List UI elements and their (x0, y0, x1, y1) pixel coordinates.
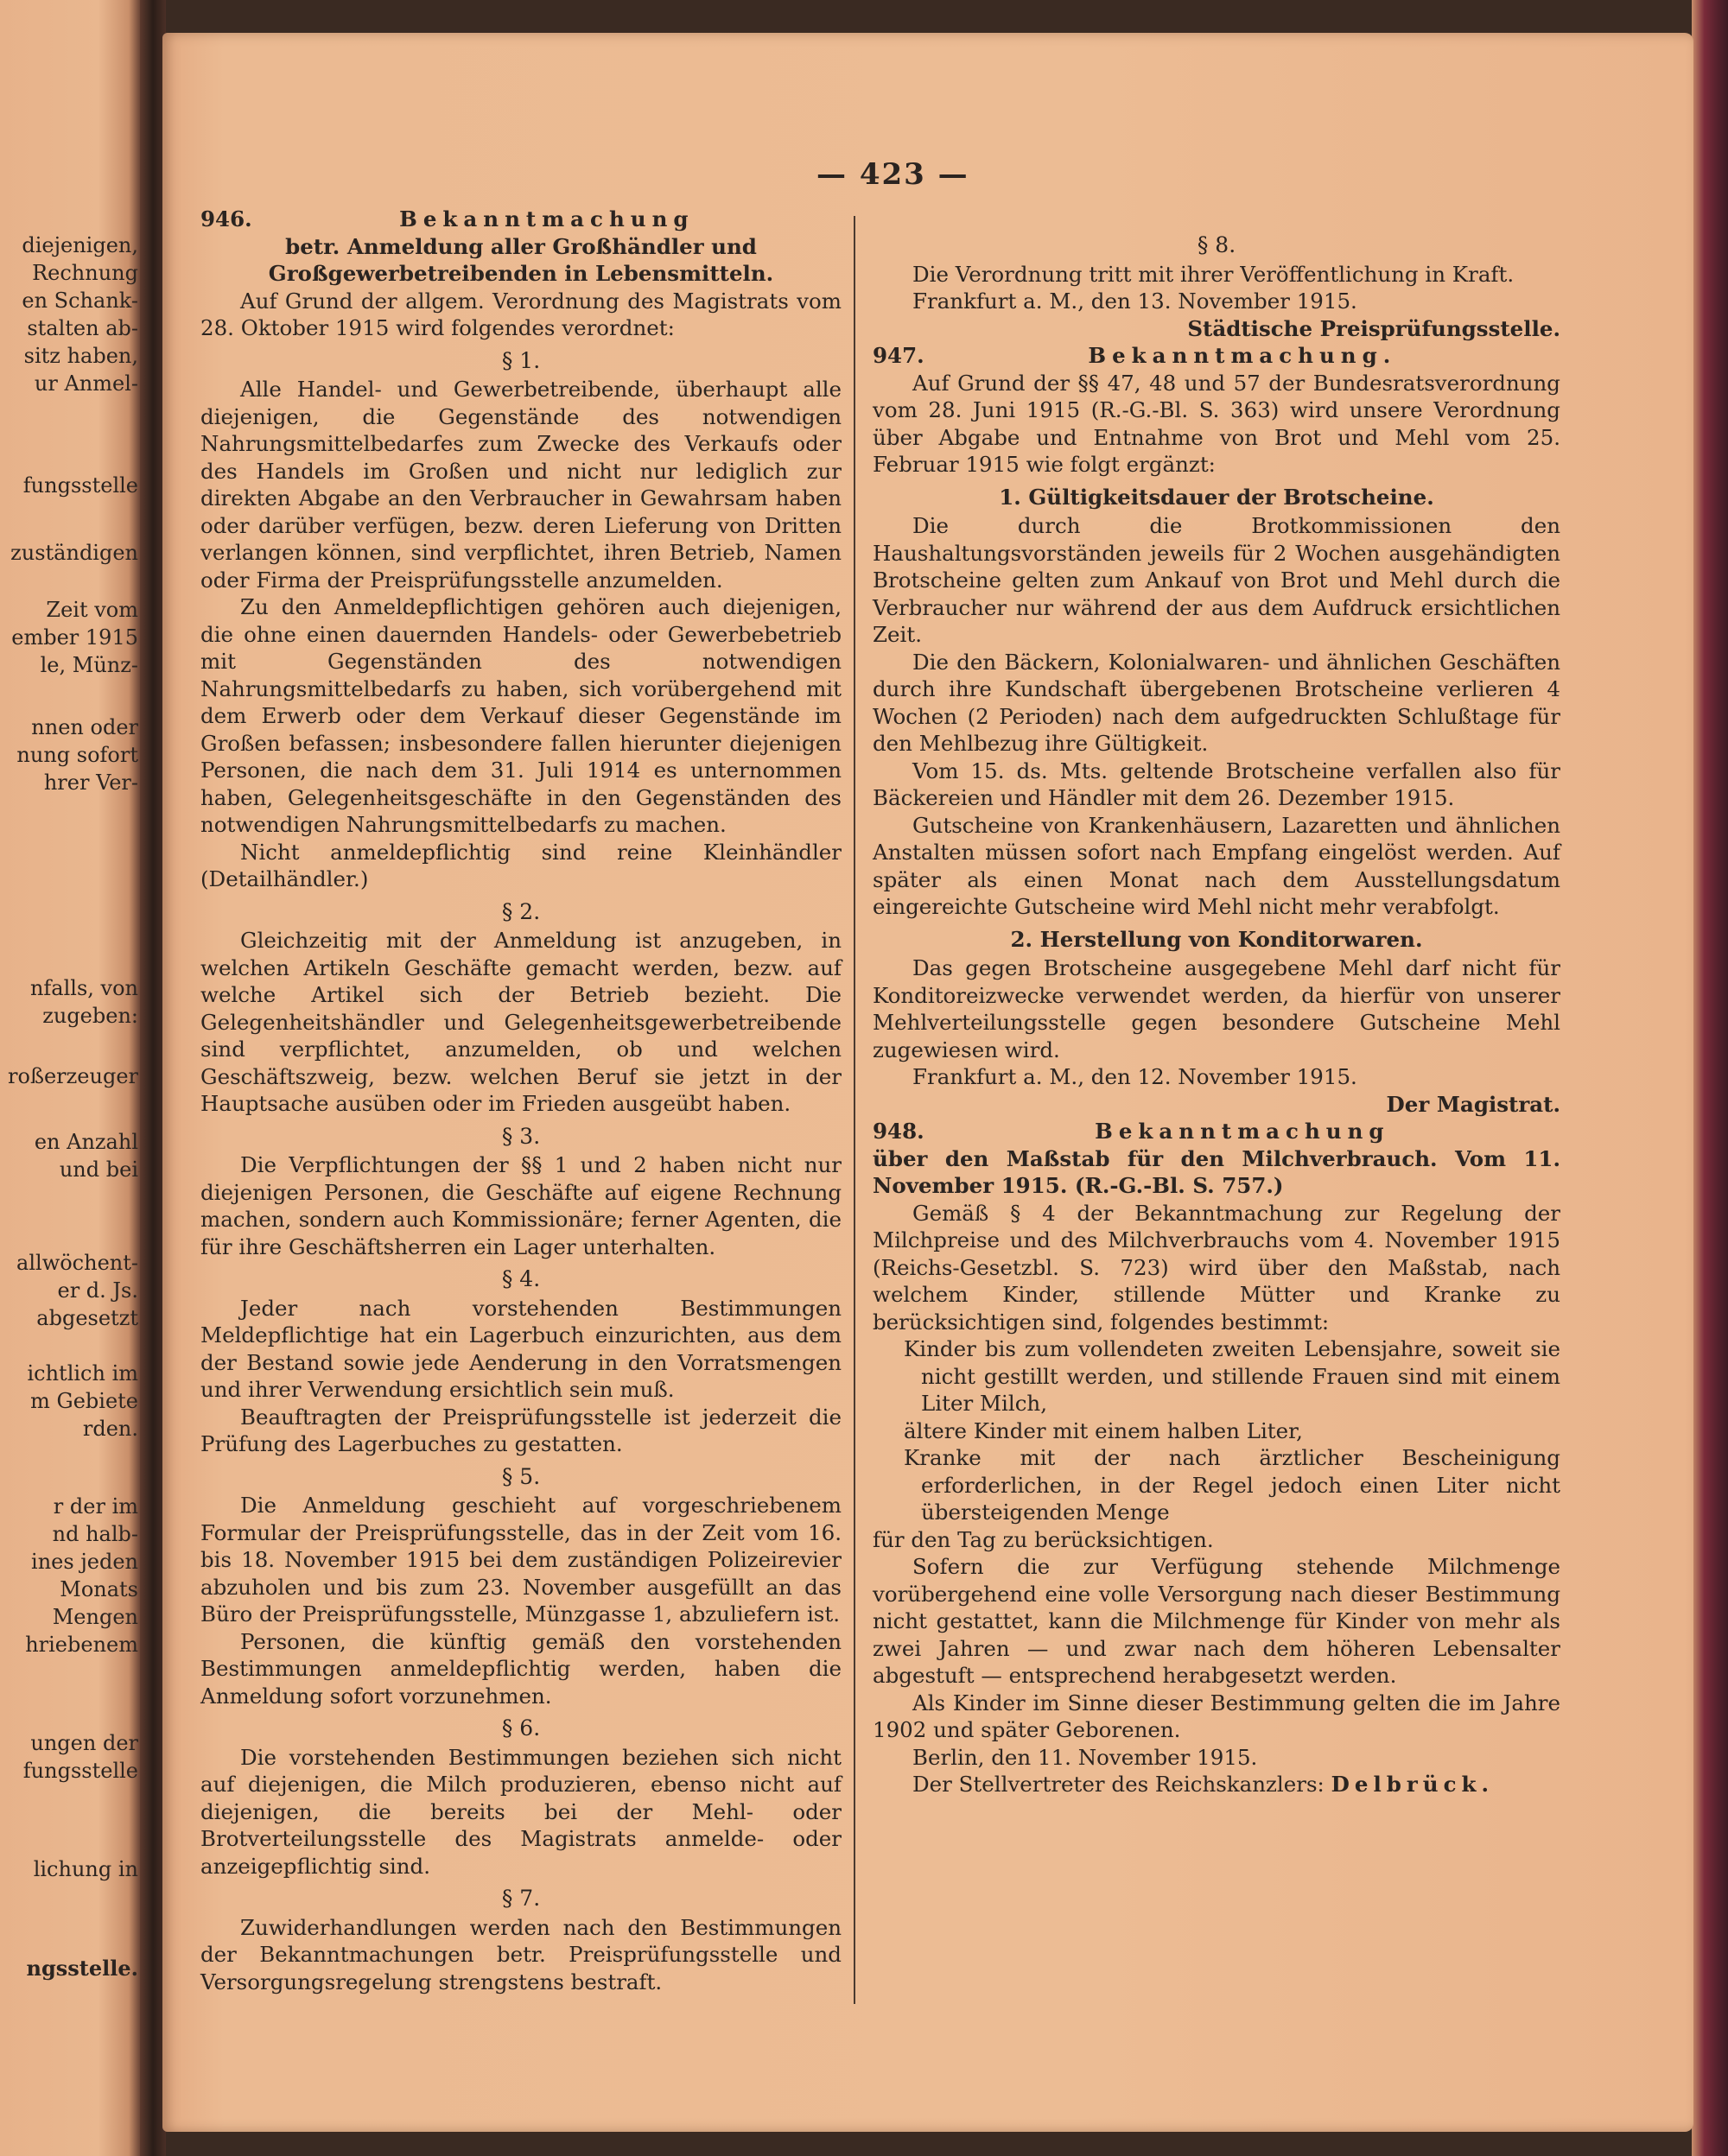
book-cover-edge (1692, 0, 1728, 2156)
margin-fragment: nd halb- (52, 1522, 138, 1546)
margin-fragment: ngsstelle. (26, 1956, 138, 1981)
notice-947-header (873, 342, 1560, 370)
right-column (873, 226, 1560, 1798)
margin-fragment: zugeben: (42, 1004, 138, 1028)
margin-fragment: zuständigen (10, 541, 138, 565)
list-item: ältere Kinder mit einem halben Liter, (904, 1417, 1303, 1443)
notice-948-title: über den Maßstab für den Milchverbrauch. Vom 11. November 1915. (R.-G.-Bl. S. 757.) (873, 1145, 1560, 1198)
paragraph: Gutscheine von Krankenhäusern, Lazaretten und ähnlichen Anstalten müssen sofort nach Empfang eingelöst werden. Auf später als einen Monat nach dem Ausstellungsdatum eingereichte Gutscheine wird Mehl nicht mehr verabfolgt. (873, 812, 1560, 919)
signer-name: Delbrück. (1331, 1772, 1495, 1797)
margin-fragment: er d. Js. (57, 1278, 138, 1303)
section-heading: § 8. (1197, 232, 1236, 257)
place-date: Frankfurt a. M., den 13. November 1915. (912, 289, 1357, 314)
paragraph: Nicht anmeldepflichtig sind reine Kleinhändler (Detailhändler.) (200, 839, 842, 891)
list-item: Kinder bis zum vollendeten zweiten Lebensjahre, soweit sie nicht gestillt werden, und stillende Frauen sind mit einem Liter Milch, (904, 1336, 1560, 1416)
paragraph: Die den Bäckern, Kolonialwaren- und ähnlichen Geschäften durch ihre Kundschaft übergebenen Brotscheine verlieren 4 Wochen (2 Perioden) nach dem aufgedruckten Schlußtage für den Mehlbezug ihre Gültigkeit. (873, 649, 1560, 756)
margin-fragment: abgesetzt (36, 1306, 138, 1330)
notice-number: 948. (873, 1119, 924, 1144)
paragraph: Sofern die zur Verfügung stehende Milchmenge vorübergehend eine volle Versorgung nach dieser Bestimmung nicht gestattet, kann die Milchmenge für Kinder von mehr als zwei Jahren — und zwar nach dem höheren Lebensalter abgestuft — entsprechend herabgesetzt werden. (873, 1554, 1560, 1688)
subheading: 2. Herstellung von Konditorwaren. (1010, 926, 1423, 952)
paragraph: Die durch die Brotkommissionen den Haushaltungsvorständen jeweils für 2 Wochen ausgehändigten Brotscheine gelten zum Ankauf von Brot und Mehl durch die Verbraucher nur während der aus dem Aufdruck ersichtlichen Zeit. (873, 513, 1560, 647)
subheading: 1. Gültigkeitsdauer der Brotscheine. (999, 484, 1434, 510)
notice-948-header (873, 1118, 1560, 1145)
notice-keyword: Bekanntmachung (1095, 1119, 1390, 1144)
margin-fragment: diejenigen, (22, 233, 138, 257)
paragraph: Zu den Anmeldepflichtigen gehören auch diejenigen, die ohne einen dauernden Handels- oder Gewerbebetrieb mit Gegenständen des notwendigen Nahrungsmittelbedarfs zu haben, sich vorübergehend mit dem Erwerb oder dem Verkauf dieser Gegenstände im Großen befassen; insbesondere fallen hierunter diejenigen Personen, die nach dem 31. Juli 1914 es unternommen haben, Gelegenheitsgeschäfte in den Gegenständen des notwendigen Nahrungsmittelbedarfs zu machen. (200, 594, 842, 837)
column-divider (854, 216, 855, 2004)
margin-fragment: fungsstelle (22, 473, 138, 498)
margin-fragment: nung sofort (16, 743, 138, 767)
notice-946-title: betr. Anmeldung aller Großhändler und Großgewerbetreibenden in Lebensmitteln. (268, 233, 774, 286)
margin-fragment: m Gebiete (30, 1389, 138, 1413)
left-column (200, 206, 842, 1995)
list-item: Kranke mit der nach ärztlicher Bescheinigung erforderlichen, in der Regel jedoch einen Liter nicht übersteigenden Menge (904, 1445, 1560, 1525)
paragraph: Vom 15. ds. Mts. geltende Brotscheine verfallen also für Bäckereien und Händler mit dem 26. Dezember 1915. (873, 758, 1560, 810)
paragraph: Alle Handel- und Gewerbetreibende, überhaupt alle diejenigen, die Gegenstände des notwendigen Nahrungsmittelbedarfes zum Zwecke des Verkaufs oder des Handels im Großen und nicht nur lediglich zur direkten Abgabe an den Verbraucher in Gewahrsam haben oder darüber verfügen, bezw. deren Lieferung von Dritten verlangen können, sind verpflichtet, ihren Betrieb, Namen oder Firma der Preisprüfungsstelle anzumelden. (200, 377, 842, 593)
margin-fragment: en Schank- (22, 289, 138, 313)
margin-fragment: nnen oder (31, 715, 138, 739)
notice-keyword: Bekanntmachung (399, 206, 695, 231)
paragraph: Zuwiderhandlungen werden nach den Bestimmungen der Bekanntmachungen betr. Preisprüfungsstelle und Versorgungsregelung strengstens bestraft. (200, 1914, 842, 1994)
paragraph: Personen, die künftig gemäß den vorstehenden Bestimmungen anmeldepflichtig werden, haben die Anmeldung sofort vorzunehmen. (200, 1628, 842, 1709)
section-heading: § 6. (501, 1715, 541, 1741)
signature: Der Magistrat. (1386, 1091, 1560, 1117)
paragraph: Die vorstehenden Bestimmungen beziehen sich nicht auf diejenigen, die Milch produzieren, ebenso nicht auf diejenigen, die bereits bei der Mehl- oder Brotverteilungsstelle des Magistrats anmelde- oder anzeigepflichtig sind. (200, 1744, 842, 1879)
margin-fragment: le, Münz- (40, 653, 138, 677)
section-heading: § 5. (501, 1463, 541, 1489)
paragraph: Die Anmeldung geschieht auf vorgeschriebenem Formular der Preisprüfungsstelle, das in der Zeit vom 16. bis 18. November 1915 bei dem zuständigen Polizeirevier abzuholen und bis zum 23. November ausgefüllt an das Büro der Preisprüfungsstelle, Münzgasse 1, abzuliefern ist. (200, 1493, 842, 1627)
section-heading: § 7. (501, 1886, 541, 1911)
paragraph: Die Verordnung tritt mit ihrer Veröffentlichung in Kraft. (912, 261, 1515, 287)
paragraph: Als Kinder im Sinne dieser Bestimmung gelten die im Jahre 1902 und später Geborenen. (873, 1690, 1560, 1742)
signer-line (873, 1771, 1560, 1798)
margin-fragment: Zeit vom (46, 598, 138, 622)
margin-fragment: lichung in (33, 1857, 138, 1881)
notice-948-intro: Gemäß § 4 der Bekanntmachung zur Regelung der Milchpreise und des Milchverbrauchs vom 4. November 1915 (Reichs-Gesetzbl. S. 723) wird über den Maßstab, nach welchem Kinder, stillende Mütter und Kranke zu berücksichtigen sind, folgendes bestimmt: (873, 1200, 1560, 1335)
margin-fragment: en Anzahl (34, 1130, 138, 1154)
notice-number: 946. (200, 206, 252, 231)
margin-fragment: Mengen (52, 1605, 138, 1629)
notice-keyword: Bekanntmachung. (1088, 343, 1397, 368)
margin-fragment: ur Anmel- (34, 371, 138, 396)
margin-fragment: ines jeden (31, 1550, 138, 1574)
margin-fragment: rden. (82, 1417, 138, 1441)
paragraph: Das gegen Brotscheine ausgegebene Mehl darf nicht für Konditoreizwecke verwendet werden, da hierfür von unserer Mehlverteilungsstelle gegen besondere Gutscheine Mehl zugewiesen wird. (873, 955, 1560, 1062)
margin-fragment: roßerzeuger (8, 1064, 138, 1088)
margin-fragment: Rechnung (32, 261, 138, 285)
margin-fragment: Monats (60, 1577, 138, 1601)
section-heading: § 4. (501, 1266, 541, 1291)
notice-946-intro: Auf Grund der allgem. Verordnung des Magistrats vom 28. Oktober 1915 wird folgendes verordnet: (200, 288, 842, 340)
paragraph: Beauftragten der Preisprüfungsstelle ist jederzeit die Prüfung des Lagerbuches zu gestatten. (200, 1404, 842, 1456)
place-date: Berlin, den 11. November 1915. (912, 1744, 1258, 1770)
margin-fragment: r der im (53, 1494, 138, 1519)
margin-fragment: nfalls, von (29, 976, 138, 1000)
signature: Städtische Preisprüfungsstelle. (1187, 315, 1560, 341)
margin-fragment: stalten ab- (27, 316, 138, 340)
margin-fragment: ember 1915 (11, 625, 138, 650)
margin-fragment: sitz haben, (23, 344, 138, 368)
margin-fragment: allwöchent- (16, 1251, 138, 1275)
section-heading: § 1. (501, 347, 541, 373)
paragraph: Die Verpflichtungen der §§ 1 und 2 haben nicht nur diejenigen Personen, die Geschäfte auf eigene Rechnung machen, sondern auch Kommissionäre; ferner Agenten, die für ihre Geschäftsherren ein Lager unterhalten. (200, 1152, 842, 1259)
margin-fragment: hrer Ver- (43, 770, 138, 795)
signer-role: Der Stellvertreter des Reichskanzlers: (912, 1772, 1325, 1797)
section-heading: § 2. (501, 898, 541, 924)
section-heading: § 3. (501, 1123, 541, 1149)
margin-fragment: hriebenem (25, 1633, 138, 1657)
paragraph: für den Tag zu berücksichtigen. (873, 1526, 1214, 1552)
paragraph: Jeder nach vorstehenden Bestimmungen Meldepflichtige hat ein Lagerbuch einzurichten, aus dem der Bestand sowie jede Aenderung in den Vorratsmengen und ihrer Verwendung ersichtlich sein muß. (200, 1295, 842, 1402)
margin-fragment: ichtlich im (27, 1361, 138, 1386)
page-number: — 423 — (816, 157, 969, 192)
paragraph: Gleichzeitig mit der Anmeldung ist anzugeben, in welchen Artikeln Geschäfte gemacht werden, bezw. auf welche Artikel sich der Betrieb bezieht. Die Gelegenheitshändler und Gelegenheitsgewerbetreibende sind verpflichtet, anzumelden, ob und welchen Geschäftszweig, bezw. welchen Beruf sie jetzt in der Hauptsache ausüben oder im Frieden ausgeübt haben. (200, 928, 842, 1116)
margin-fragment: und bei (59, 1157, 138, 1182)
facing-page-edge (0, 0, 140, 2156)
margin-fragment: fungsstelle (22, 1759, 138, 1783)
place-date: Frankfurt a. M., den 12. November 1915. (912, 1064, 1357, 1089)
margin-fragment: ungen der (30, 1731, 138, 1755)
notice-number: 947. (873, 343, 924, 368)
notice-946-header (200, 206, 842, 233)
notice-947-intro: Auf Grund der §§ 47, 48 und 57 der Bundesratsverordnung vom 28. Juni 1915 (R.-G.-Bl. S. 363) wird unsere Verordnung über Abgabe und Entnahme von Brot und Mehl vom 25. Februar 1915 wie folgt ergänzt: (873, 370, 1560, 477)
